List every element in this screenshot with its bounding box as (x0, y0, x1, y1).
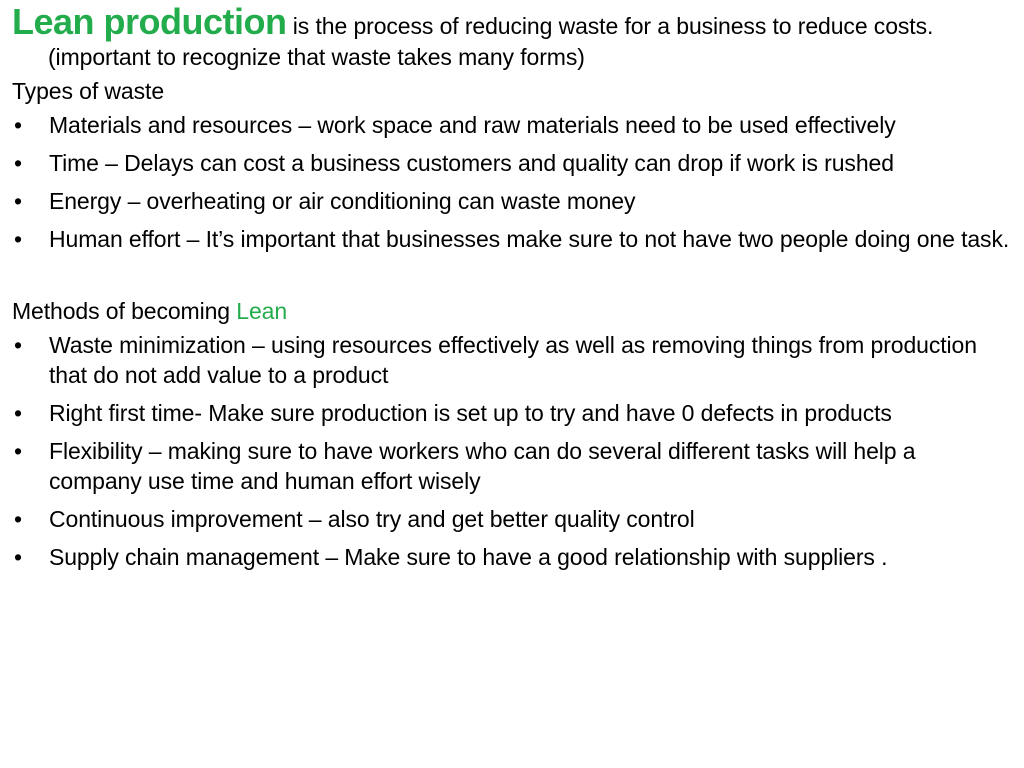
list-item-text: Waste minimization – using resources effectively as well as removing things from production that do not add value to a product (49, 332, 977, 388)
list-item-text: Continuous improvement – also try and get better quality control (49, 506, 695, 532)
bullet-icon: • (14, 506, 22, 532)
list-item (12, 110, 1010, 140)
bullet-icon: • (14, 544, 22, 570)
methods-list (12, 330, 1010, 572)
bullet-icon: • (14, 226, 22, 252)
list-item-text: Human effort – It’s important that businesses make sure to not have two people doing one task. (49, 226, 1010, 252)
methods-heading-highlight: Lean (236, 298, 288, 324)
bullet-icon: • (14, 150, 22, 176)
bullet-icon: • (14, 438, 22, 464)
bullet-icon: • (14, 332, 22, 358)
list-item-text: Materials and resources – work space and raw materials need to be used effectively (49, 112, 896, 138)
list-item-text: Right first time- Make sure production is set up to try and have 0 defects in products (49, 400, 892, 426)
lean-production-title: Lean production (12, 1, 287, 42)
list-item (12, 186, 1010, 216)
list-item (12, 504, 1010, 534)
bullet-icon: • (14, 188, 22, 214)
list-item (12, 330, 1010, 390)
list-item-text: Time – Delays can cost a business customers and quality can drop if work is rushed (49, 150, 894, 176)
list-item-text: Energy – overheating or air conditioning can waste money (49, 188, 636, 214)
methods-heading-text: Methods of becoming (12, 298, 237, 324)
list-item-text: Supply chain management – Make sure to have a good relationship with suppliers . (49, 544, 888, 570)
section-spacer (12, 262, 1010, 292)
methods-heading (12, 296, 1010, 326)
list-item-text: Flexibility – making sure to have workers who can do several different tasks will help a company use time and human effort wisely (49, 438, 916, 494)
waste-list (12, 110, 1010, 254)
list-item (12, 398, 1010, 428)
intro-paragraph (12, 2, 1010, 72)
list-item (12, 224, 1010, 254)
bullet-icon: • (14, 400, 22, 426)
types-of-waste-heading: Types of waste (12, 78, 165, 104)
list-item (12, 542, 1010, 572)
list-item (12, 148, 1010, 178)
bullet-icon: • (14, 112, 22, 138)
list-item (12, 436, 1010, 496)
intro-definition: is the process of reducing waste for a business to reduce costs. (important to recognize that waste takes many forms) (48, 13, 934, 70)
